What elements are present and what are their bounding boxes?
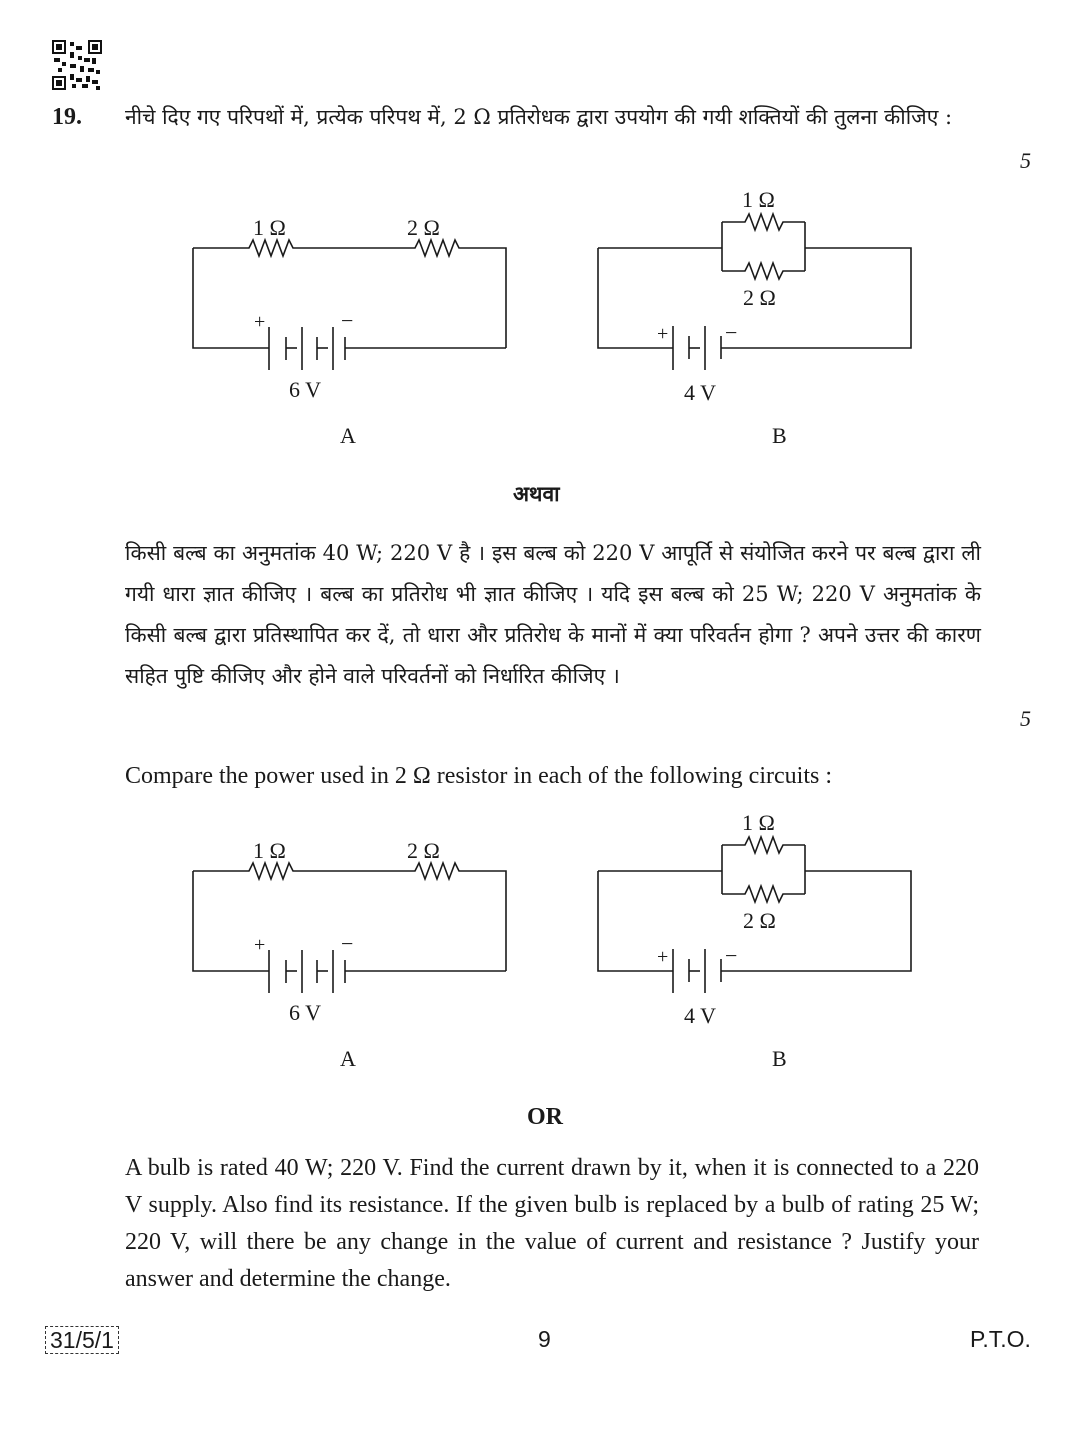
circuit-a2-minus: − (341, 931, 354, 956)
circuit-a-label: A (340, 423, 356, 448)
circuit-diagram-hindi (185, 185, 925, 455)
question-number: 19. (52, 104, 82, 130)
circuit-b2-minus: − (725, 943, 738, 968)
circuit-a (193, 240, 506, 370)
circuit-b2-r2-label: 2 Ω (743, 908, 776, 933)
circuit-a2-plus: + (254, 934, 266, 956)
circuit-b-r1-label: 1 Ω (742, 187, 775, 212)
circuit-a-r1-label: 1 Ω (253, 215, 286, 240)
english-or-text: A bulb is rated 40 W; 220 V. Find the current drawn by it, when it is connected to a 220 V supply. Also find its resistance. If the given bulb is replaced by a bulb of rating 25 W; 220 V, will there be any change in the value of current and resistance ? Justify your answer and determine the change. (125, 1155, 979, 1292)
circuit-b2-label: B (772, 1046, 787, 1071)
circuit-a2-label: A (340, 1046, 356, 1071)
hindi-question-text: नीचे दिए गए परिपथों में, प्रत्येक परिपथ में, 2 Ω प्रतिरोधक द्वारा उपयोग की गयी शक्तियों की तुलना कीजिए : (125, 105, 953, 129)
qr-code-icon (52, 40, 102, 90)
circuit-b-r2-label: 2 Ω (743, 285, 776, 310)
circuit-b-battery-label: 4 V (684, 380, 716, 405)
pto-label: P.T.O. (970, 1326, 1031, 1352)
circuit-diagram-english (185, 808, 925, 1078)
english-question-text: Compare the power used in 2 Ω resistor in each of the following circuits : (125, 763, 832, 789)
circuit-b-minus: − (725, 320, 738, 345)
circuit-b-label: B (772, 423, 787, 448)
marks-label: 5 (1020, 148, 1031, 173)
circuit-a-battery-label: 6 V (289, 377, 321, 402)
circuit-a-plus: + (254, 311, 266, 333)
paper-code: 31/5/1 (45, 1326, 119, 1354)
circuit-a2-r2-label: 2 Ω (407, 838, 440, 863)
circuit-a-minus: − (341, 308, 354, 333)
circuit-a-r2-label: 2 Ω (407, 215, 440, 240)
english-or-heading: OR (527, 1104, 563, 1130)
page-number: 9 (538, 1326, 551, 1352)
circuit-a2-r1-label: 1 Ω (253, 838, 286, 863)
circuit-b-plus: + (657, 323, 669, 345)
circuit-b2-r1-label: 1 Ω (742, 810, 775, 835)
circuit-a2-battery-label: 6 V (289, 1000, 321, 1025)
circuit-b2-battery-label: 4 V (684, 1003, 716, 1028)
hindi-or-marks: 5 (1020, 706, 1031, 731)
hindi-or-text: किसी बल्ब का अनुमतांक 40 W; 220 V है । इस बल्ब को 220 V आपूर्ति से संयोजित करने पर बल्ब द्वारा ली गयी धारा ज्ञात कीजिए । बल्ब का प्रतिरोध भी ज्ञात कीजिए । यदि इस बल्ब को 25 W; 220 V अनुमतांक के किसी बल्ब द्वारा प्रतिस्थापित कर दें, तो धारा और प्रतिरोध के मानों में क्या परिवर्तन होगा ? अपने उत्तर की कारण सहित पुष्टि कीजिए और होने वाले परिवर्तनों को निर्धारित कीजिए । (125, 541, 981, 688)
hindi-or-heading: अथवा (513, 481, 560, 506)
circuit-b2-plus: + (657, 946, 669, 968)
